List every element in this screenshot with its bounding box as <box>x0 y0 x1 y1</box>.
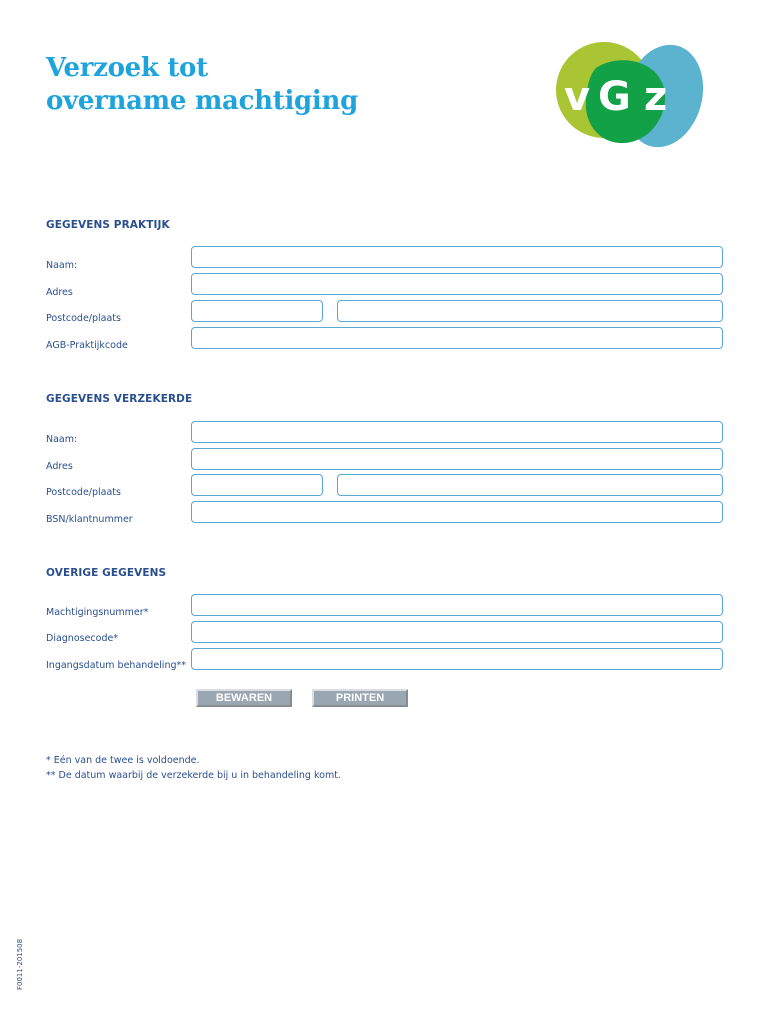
label-praktijk-postcode: Postcode/plaats <box>46 313 121 324</box>
label-verzekerde-postcode: Postcode/plaats <box>46 487 121 498</box>
vgz-logo <box>552 40 704 148</box>
praktijk-adres-field[interactable] <box>191 273 723 295</box>
svg-text:z: z <box>644 74 668 120</box>
ingangsdatum-field[interactable] <box>191 648 723 670</box>
section-heading-overige: OVERIGE GEGEVENS <box>46 567 167 579</box>
verzekerde-postcode-field[interactable] <box>191 474 323 496</box>
page-title-line-1: Verzoek tot <box>46 53 208 83</box>
machtigingsnummer-field[interactable] <box>191 594 723 616</box>
section-heading-verzekerde: GEGEVENS VERZEKERDE <box>46 393 193 405</box>
verzekerde-plaats-field[interactable] <box>337 474 723 496</box>
label-praktijk-naam: Naam: <box>46 260 78 271</box>
print-button[interactable]: PRINTEN <box>312 689 408 707</box>
praktijk-postcode-field[interactable] <box>191 300 323 322</box>
praktijk-plaats-field[interactable] <box>337 300 723 322</box>
save-button[interactable]: BEWAREN <box>196 689 292 707</box>
label-praktijk-adres: Adres <box>46 287 73 298</box>
praktijk-naam-field[interactable] <box>191 246 723 268</box>
label-diagnosecode: Diagnosecode* <box>46 633 119 644</box>
page-title <box>46 52 358 118</box>
label-verzekerde-bsn: BSN/klantnummer <box>46 514 133 525</box>
verzekerde-adres-field[interactable] <box>191 448 723 470</box>
label-verzekerde-naam: Naam: <box>46 434 78 445</box>
verzekerde-naam-field[interactable] <box>191 421 723 443</box>
page-title-line-2: overname machtiging <box>46 86 358 116</box>
svg-text:v: v <box>564 74 589 120</box>
section-heading-praktijk: GEGEVENS PRAKTIJK <box>46 219 170 231</box>
label-praktijk-agb: AGB-Praktijkcode <box>46 340 128 351</box>
label-ingangsdatum: Ingangsdatum behandeling** <box>46 660 186 671</box>
label-machtigingsnummer: Machtigingsnummer* <box>46 607 149 618</box>
verzekerde-bsn-field[interactable] <box>191 501 723 523</box>
svg-text:G: G <box>598 74 631 120</box>
praktijk-agb-field[interactable] <box>191 327 723 349</box>
footnote-2: ** De datum waarbij de verzekerde bij u in behandeling komt. <box>46 770 341 781</box>
label-verzekerde-adres: Adres <box>46 461 73 472</box>
form-code: F0011-201508 <box>16 938 24 990</box>
diagnosecode-field[interactable] <box>191 621 723 643</box>
footnote-1: * Eén van de twee is voldoende. <box>46 755 200 766</box>
